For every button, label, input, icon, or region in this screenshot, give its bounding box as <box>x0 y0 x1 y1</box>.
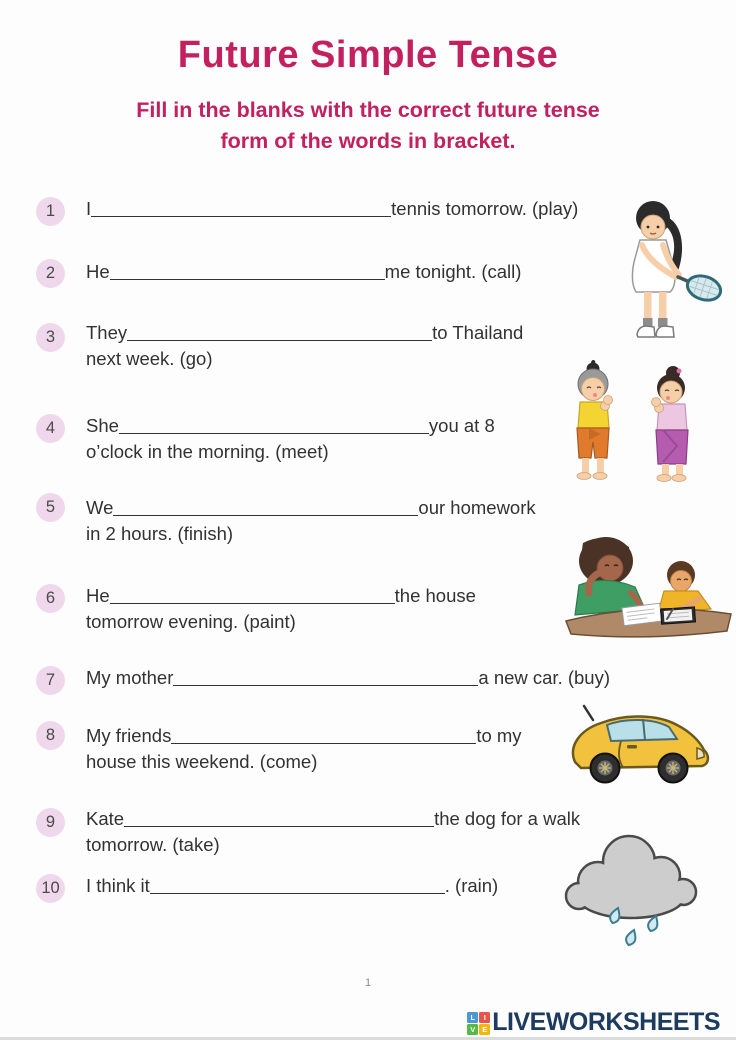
subtitle-line-1: Fill in the blanks with the correct future tense <box>136 98 600 122</box>
logo-square-e: E <box>479 1024 490 1035</box>
question-10-answer-blank[interactable] <box>150 879 445 894</box>
question-8-answer-blank[interactable] <box>171 729 476 744</box>
question-8-text <box>86 723 522 775</box>
question-3-prefix: They <box>86 322 128 343</box>
question-6-suffix: the house <box>394 585 476 606</box>
question-9-answer-blank[interactable] <box>124 812 434 827</box>
question-7-text <box>86 665 610 691</box>
question-9-suffix: the dog for a walk <box>434 808 581 829</box>
question-10-number: 10 <box>36 874 65 903</box>
liveworksheets-logo[interactable] <box>467 1008 720 1036</box>
question-10-suffix: . (rain) <box>444 875 499 896</box>
question-6-text <box>86 583 476 635</box>
question-10-text <box>86 873 498 899</box>
question-9-number: 9 <box>36 808 65 837</box>
question-4-suffix: you at 8 <box>428 415 495 436</box>
question-3-line2: next week. (go) <box>86 348 213 369</box>
page-title: Future Simple Tense <box>177 34 559 76</box>
question-2-prefix: He <box>86 261 110 282</box>
question-4-prefix: She <box>86 415 119 436</box>
question-4-answer-blank[interactable] <box>119 419 429 434</box>
page-number: 1 <box>364 977 372 989</box>
question-8-prefix: My friends <box>86 725 172 746</box>
question-3-text <box>86 320 523 372</box>
question-8-suffix: to my <box>476 725 522 746</box>
question-1-number: 1 <box>36 197 65 226</box>
question-1-answer-blank[interactable] <box>91 202 391 217</box>
question-7-answer-blank[interactable] <box>173 671 478 686</box>
question-5-prefix: We <box>86 497 114 518</box>
question-7-number: 7 <box>36 666 65 695</box>
logo-square-l: L <box>467 1012 478 1023</box>
question-9-line2: tomorrow. (take) <box>86 834 220 855</box>
question-3-answer-blank[interactable] <box>127 326 432 341</box>
rain-cloud-illustration <box>556 826 706 957</box>
question-6-answer-blank[interactable] <box>110 589 395 604</box>
question-5-text <box>86 495 536 547</box>
yellow-car-illustration <box>563 698 715 797</box>
subtitle-line-2: form of the words in bracket. <box>220 129 516 153</box>
logo-square-v: V <box>467 1024 478 1035</box>
question-3-number: 3 <box>36 323 65 352</box>
question-6-prefix: He <box>86 585 110 606</box>
thai-greeting-illustration <box>551 360 713 507</box>
question-4-number: 4 <box>36 414 65 443</box>
question-10-prefix: I think it <box>86 875 150 896</box>
question-8-number: 8 <box>36 721 65 750</box>
question-9-prefix: Kate <box>86 808 125 829</box>
question-5-line2: in 2 hours. (finish) <box>86 523 234 544</box>
question-7-suffix: a new car. (buy) <box>478 667 611 688</box>
question-4-line2: o’clock in the morning. (meet) <box>86 441 329 462</box>
question-6-number: 6 <box>36 584 65 613</box>
question-1-prefix: I <box>86 198 92 219</box>
question-1-suffix: tennis tomorrow. (play) <box>391 198 579 219</box>
logo-square-i: I <box>479 1012 490 1023</box>
question-1-text <box>86 196 578 222</box>
question-2-answer-blank[interactable] <box>110 265 385 280</box>
question-7-prefix: My mother <box>86 667 174 688</box>
tennis-girl-illustration <box>593 190 723 352</box>
question-2-suffix: me tonight. (call) <box>384 261 522 282</box>
page-subtitle <box>0 95 736 157</box>
question-4-text <box>86 413 495 465</box>
question-2-text <box>86 259 521 285</box>
homework-illustration <box>561 535 736 647</box>
liveworksheets-brand-text: LIVEWORKSHEETS <box>492 1007 720 1036</box>
question-5-number: 5 <box>36 493 65 522</box>
question-9-text <box>86 806 580 858</box>
question-3-suffix: to Thailand <box>432 322 524 343</box>
question-5-answer-blank[interactable] <box>113 501 418 516</box>
question-5-suffix: our homework <box>418 497 536 518</box>
question-2-number: 2 <box>36 259 65 288</box>
question-6-line2: tomorrow evening. (paint) <box>86 611 296 632</box>
question-8-line2: house this weekend. (come) <box>86 751 318 772</box>
liveworksheets-logo-grid <box>467 1012 490 1035</box>
